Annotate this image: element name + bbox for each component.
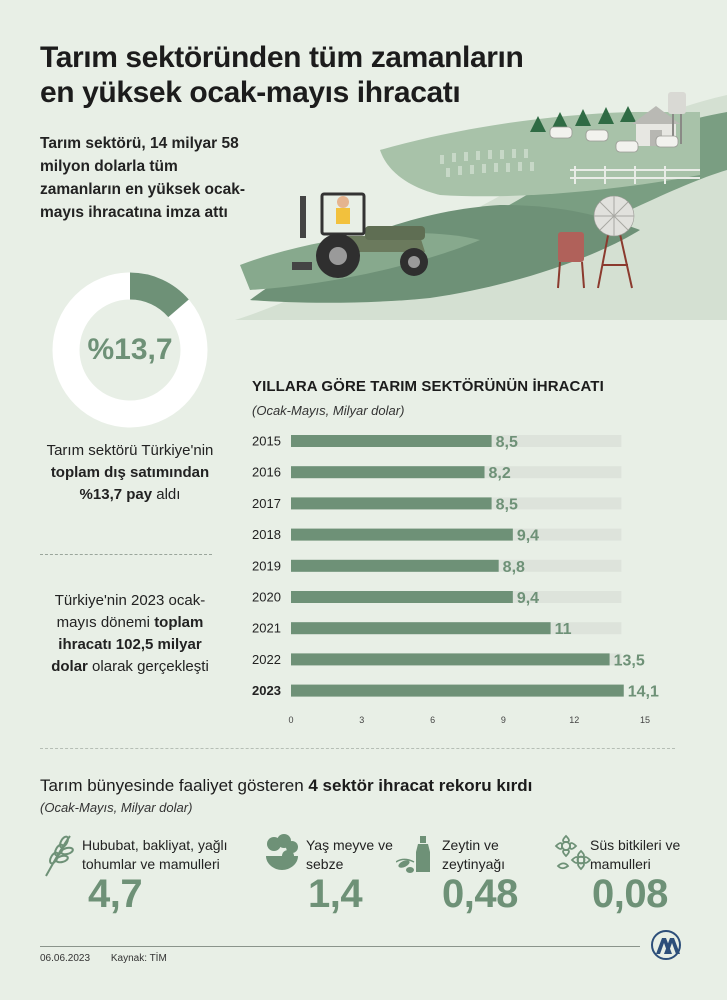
sector-name: Yaş meyve ve sebze xyxy=(306,837,393,872)
bar-2022 xyxy=(291,653,610,665)
sector-name: Hububat, bakliyat, yağlı tohumlar ve mamulleri xyxy=(82,837,228,872)
x-tick-label-9: 9 xyxy=(500,715,506,725)
value-label-2019: 8,8 xyxy=(502,558,525,576)
chart-title: YILLARA GÖRE TARIM SEKTÖRÜNÜN İHRACATI xyxy=(252,378,604,395)
share-text-pre: Tarım sektörü Türkiye'nin xyxy=(46,442,214,459)
category-label-2023: 2023 xyxy=(252,683,281,699)
section-divider xyxy=(40,748,675,749)
category-label-2016: 2016 xyxy=(252,464,281,480)
bar-2019 xyxy=(291,560,499,572)
x-tick-label-3: 3 xyxy=(359,715,365,725)
bar-2015 xyxy=(291,435,492,447)
olive-oil-icon xyxy=(396,832,438,876)
sector-value: 0,48 xyxy=(442,872,518,916)
total-text-post: olarak gerçekleşti xyxy=(87,658,209,675)
value-label-2023: 14,1 xyxy=(627,683,659,701)
left-divider xyxy=(40,554,212,555)
sectors-heading-bold: 4 sektör ihracat rekoru kırdı xyxy=(308,776,533,795)
category-label-2020: 2020 xyxy=(252,589,281,605)
sector-name: Süs bitkileri ve mamulleri xyxy=(590,837,681,872)
category-label-2018: 2018 xyxy=(252,527,281,543)
footer-divider xyxy=(40,946,640,947)
value-label-2015: 8,5 xyxy=(495,434,518,451)
total-text-pre: Türkiye'nin 2023 ocak-mayıs dönemi xyxy=(54,592,206,631)
category-label-2015: 2015 xyxy=(252,433,281,449)
flower-icon xyxy=(552,832,594,874)
value-label-2018: 9,4 xyxy=(516,527,540,545)
title-line-2: en yüksek ocak-mayıs ihracatı xyxy=(40,76,461,109)
exports-bar-chart xyxy=(240,425,670,730)
bar-2023 xyxy=(291,685,624,697)
share-description xyxy=(40,440,220,506)
category-label-2022: 2022 xyxy=(252,651,281,667)
category-label-2017: 2017 xyxy=(252,495,281,511)
chart-subtitle: (Ocak-Mayıs, Milyar dolar) xyxy=(252,403,405,418)
x-tick-label-15: 15 xyxy=(639,715,651,725)
sectors-heading xyxy=(40,776,532,796)
wheat-icon xyxy=(40,832,76,878)
total-text-bold: toplam ihracatı 102,5 milyar dolar xyxy=(51,614,204,675)
sector-value: 4,7 xyxy=(88,872,143,916)
x-tick-label-6: 6 xyxy=(430,715,436,725)
total-export-description xyxy=(40,590,220,678)
value-label-2016: 8,2 xyxy=(488,465,511,483)
x-tick-label-12: 12 xyxy=(569,715,580,725)
share-value: %13,7 xyxy=(87,333,173,366)
bar-2016 xyxy=(291,466,485,478)
footer-date: 06.06.2023 xyxy=(40,953,91,964)
footer-source: Kaynak: TİM xyxy=(110,953,167,964)
sector-name: Zeytin ve zeytinyağı xyxy=(442,837,506,872)
page-title xyxy=(40,40,523,110)
footer xyxy=(40,953,185,964)
value-label-2020: 9,4 xyxy=(516,590,540,607)
value-label-2021: 11 xyxy=(554,621,572,639)
value-label-2017: 8,5 xyxy=(495,496,518,514)
bar-2018 xyxy=(291,529,513,541)
vegetables-icon xyxy=(262,832,302,872)
intro-text: Tarım sektörü, 14 milyar 58 milyon dolarla tüm zamanların en yüksek ocak-mayıs ihracatına imza attı xyxy=(40,135,246,221)
news-agency-logo-icon xyxy=(648,930,684,960)
bar-2021 xyxy=(291,622,551,634)
share-text-bold: toplam dış satımından %13,7 pay xyxy=(50,464,210,503)
sector-value: 0,08 xyxy=(592,872,668,916)
share-text-post: aldı xyxy=(152,486,181,503)
bar-2017 xyxy=(291,497,492,509)
value-label-2022: 13,5 xyxy=(613,652,645,670)
x-tick-label-0: 0 xyxy=(288,715,294,725)
bar-2020 xyxy=(291,591,513,603)
category-label-2021: 2021 xyxy=(252,620,281,636)
category-label-2019: 2019 xyxy=(252,558,281,574)
sectors-subtitle: (Ocak-Mayıs, Milyar dolar) xyxy=(40,800,193,815)
title-line-1: Tarım sektöründen tüm zamanların xyxy=(40,41,524,74)
sectors-heading-pre: Tarım bünyesinde faaliyet gösteren xyxy=(40,776,309,795)
sector-value: 1,4 xyxy=(308,872,363,916)
